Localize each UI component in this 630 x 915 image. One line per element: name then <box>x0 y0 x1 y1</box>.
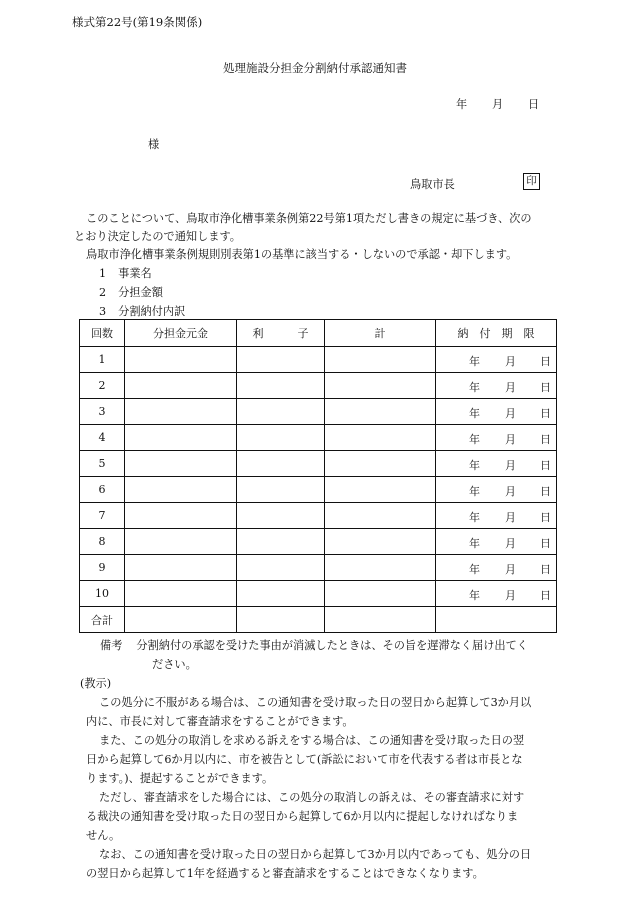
due-year: 年 <box>469 355 480 368</box>
table-cell <box>125 607 237 633</box>
due-day: 日 <box>540 407 551 420</box>
table-cell <box>237 529 325 555</box>
table-cell <box>237 607 325 633</box>
table-cell <box>237 581 325 607</box>
table-cell <box>125 451 237 477</box>
installment-table <box>79 319 557 633</box>
header-total: 計 <box>325 320 436 347</box>
table-cell <box>125 581 237 607</box>
row-number: 9 <box>80 555 125 581</box>
due-year: 年 <box>469 433 480 446</box>
table-row <box>80 347 557 373</box>
table-row <box>80 555 557 581</box>
table-cell <box>237 347 325 373</box>
table-row <box>80 425 557 451</box>
due-date-cell <box>436 347 557 373</box>
header-principal: 分担金元金 <box>125 320 237 347</box>
header-due-date: 納 付 期 限 <box>436 320 557 347</box>
due-day: 日 <box>540 459 551 472</box>
addressee-suffix: 様 <box>148 138 160 151</box>
due-date-cell <box>436 451 557 477</box>
table-cell <box>237 451 325 477</box>
due-day: 日 <box>540 355 551 368</box>
table-row <box>80 477 557 503</box>
table-row <box>80 503 557 529</box>
due-day: 日 <box>540 381 551 394</box>
due-day: 日 <box>540 563 551 576</box>
table-row <box>80 529 557 555</box>
issuer-name: 鳥取市長 <box>410 178 455 191</box>
list-item: 2 分担金額 <box>99 286 163 299</box>
table-row <box>80 373 557 399</box>
date-year: 年 <box>456 98 468 111</box>
due-month: 月 <box>505 459 516 472</box>
table-cell <box>237 373 325 399</box>
due-month: 月 <box>505 355 516 368</box>
due-date-cell <box>436 373 557 399</box>
row-number: 3 <box>80 399 125 425</box>
row-number: 4 <box>80 425 125 451</box>
due-date-cell <box>436 529 557 555</box>
remarks-label: 備考 <box>100 639 123 652</box>
due-date-cell <box>436 555 557 581</box>
table-row <box>80 451 557 477</box>
table-cell <box>125 399 237 425</box>
table-cell <box>125 529 237 555</box>
list-item: 3 分割納付内訳 <box>99 305 186 318</box>
table-cell <box>325 555 436 581</box>
table-cell <box>125 373 237 399</box>
table-cell <box>237 503 325 529</box>
total-label: 合計 <box>80 607 125 633</box>
table-cell <box>125 477 237 503</box>
table-cell <box>325 503 436 529</box>
remarks-text-cont: ださい。 <box>152 658 197 671</box>
due-year: 年 <box>469 485 480 498</box>
table-cell <box>325 425 436 451</box>
list-item: 1 事業名 <box>99 267 152 280</box>
table-cell <box>325 529 436 555</box>
due-day: 日 <box>540 433 551 446</box>
due-year: 年 <box>469 459 480 472</box>
due-month: 月 <box>505 485 516 498</box>
due-day: 日 <box>540 537 551 550</box>
table-total-row <box>80 607 557 633</box>
table-cell <box>125 425 237 451</box>
table-cell <box>237 425 325 451</box>
due-year: 年 <box>469 381 480 394</box>
due-date-cell <box>436 503 557 529</box>
due-month: 月 <box>505 511 516 524</box>
due-month: 月 <box>505 589 516 602</box>
due-day: 日 <box>540 589 551 602</box>
table-cell <box>325 373 436 399</box>
due-year: 年 <box>469 511 480 524</box>
due-date-cell <box>436 477 557 503</box>
due-date-cell <box>436 399 557 425</box>
row-number: 7 <box>80 503 125 529</box>
row-number: 1 <box>80 347 125 373</box>
due-year: 年 <box>469 537 480 550</box>
document-title: 処理施設分担金分割納付承認通知書 <box>223 61 407 75</box>
table-cell <box>436 607 557 633</box>
table-cell <box>325 399 436 425</box>
table-cell <box>125 555 237 581</box>
form-number: 様式第22号(第19条関係) <box>72 15 203 29</box>
due-month: 月 <box>505 381 516 394</box>
table-cell <box>125 347 237 373</box>
due-year: 年 <box>469 407 480 420</box>
due-month: 月 <box>505 407 516 420</box>
due-date-cell <box>436 425 557 451</box>
table-cell <box>237 399 325 425</box>
date-month: 月 <box>492 98 504 111</box>
instruction-heading: (教示) <box>80 677 112 690</box>
due-date-cell <box>436 581 557 607</box>
table-cell <box>325 581 436 607</box>
header-count: 回数 <box>80 320 125 347</box>
row-number: 8 <box>80 529 125 555</box>
row-number: 10 <box>80 581 125 607</box>
date-day: 日 <box>528 98 540 111</box>
table-cell <box>237 555 325 581</box>
due-day: 日 <box>540 511 551 524</box>
table-cell <box>125 503 237 529</box>
remarks-text: 分割納付の承認を受けた事由が消滅したときは、その旨を遅滞なく届け出てく <box>136 639 528 652</box>
table-header-row <box>80 320 557 347</box>
row-number: 5 <box>80 451 125 477</box>
seal-stamp: 印 <box>523 173 540 190</box>
table-row <box>80 399 557 425</box>
due-month: 月 <box>505 563 516 576</box>
due-month: 月 <box>505 537 516 550</box>
table-row <box>80 581 557 607</box>
due-month: 月 <box>505 433 516 446</box>
table-cell <box>325 347 436 373</box>
table-cell <box>237 477 325 503</box>
table-cell <box>325 607 436 633</box>
table-cell <box>325 477 436 503</box>
row-number: 6 <box>80 477 125 503</box>
due-day: 日 <box>540 485 551 498</box>
due-year: 年 <box>469 589 480 602</box>
due-year: 年 <box>469 563 480 576</box>
row-number: 2 <box>80 373 125 399</box>
table-cell <box>325 451 436 477</box>
header-interest: 利 子 <box>237 320 325 347</box>
